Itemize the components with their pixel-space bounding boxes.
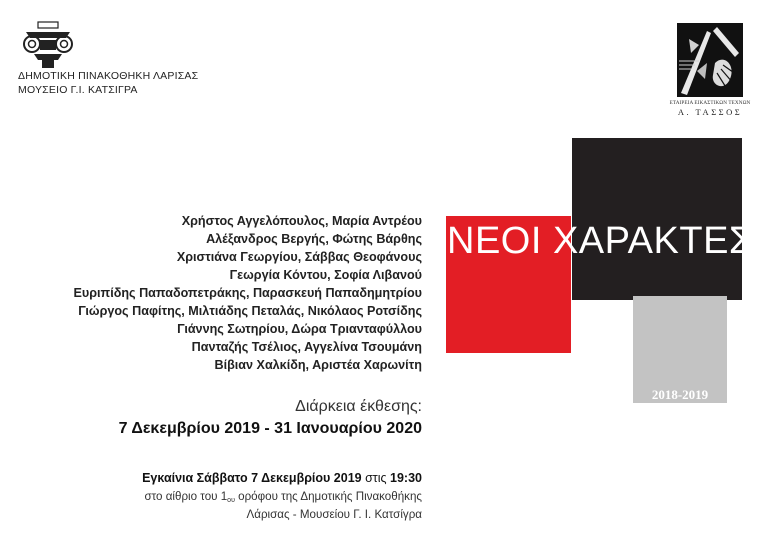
society-tassos: Α. ΤΑΣΣΟΣ	[677, 107, 743, 117]
woodcut-engraving-icon	[677, 23, 743, 97]
artist-line: Χριστιάνα Γεωργίου, Σάββας Θεοφάνους	[176, 250, 422, 264]
opening-date: Εγκαίνια Σάββατο 7 Δεκεμβρίου 2019	[142, 471, 362, 485]
artist-line: Χρήστος Αγγελόπουλος, Μαρία Αντρέου	[181, 214, 422, 228]
venue-ordinal: ου	[227, 497, 235, 504]
artists-list	[74, 212, 422, 374]
artist-line: Πανταζής Τσέλιος, Αγγελίνα Τσουμάνη	[191, 340, 422, 354]
duration-label: Διάρκεια έκθεσης:	[295, 398, 422, 415]
opening-time: 19:30	[390, 471, 422, 485]
opening-venue-line1	[144, 489, 422, 507]
exhibition-title: ΝΕΟΙ ΧΑΡΑΚΤΕΣ	[447, 220, 753, 262]
museum-name	[18, 69, 198, 97]
duration-dates: 7 Δεκεμβρίου 2019 - 31 Ιανουαρίου 2020	[118, 420, 422, 437]
opening-venue-line2: Λάρισας - Μουσείου Γ. Ι. Κατσίγρα	[246, 507, 422, 521]
artist-line: Γεωργία Κόντου, Σοφία Λιβανού	[229, 268, 422, 282]
artist-line: Αλέξανδρος Βεργής, Φώτης Βάρθης	[206, 232, 422, 246]
museum-name-line1: ΔΗΜΟΤΙΚΗ ΠΙΝΑΚΟΘΗΚΗ ΛΑΡΙΣΑΣ	[18, 70, 199, 82]
venue-suffix: ορόφου της Δημοτικής Πινακοθήκης	[234, 490, 422, 503]
exhibition-years: 2018-2019	[651, 387, 709, 402]
opening-line	[142, 471, 422, 485]
ionic-capital-icon	[20, 20, 76, 70]
opening-venue	[144, 489, 422, 522]
society-name: ΕΤΑΙΡΕΙΑ ΕΙΚΑΣΤΙΚΩΝ ΤΕΧΝΩΝ	[669, 100, 751, 106]
opening-connector: στις	[361, 471, 391, 485]
artist-line: Βίβιαν Χαλκίδη, Αριστέα Χαρωνίτη	[214, 358, 422, 372]
artist-line: Γιάννης Σωτηρίου, Δώρα Τριανταφύλλου	[177, 322, 422, 336]
museum-name-line2: ΜΟΥΣΕΙΟ Γ.Ι. ΚΑΤΣΙΓΡΑ	[18, 84, 138, 96]
venue-prefix: στο αίθριο του 1	[144, 490, 228, 503]
artist-line: Γιώργος Παφίτης, Μιλτιάδης Πεταλάς, Νικόλαος Ροτσίδης	[78, 304, 422, 318]
artist-line: Ευριπίδης Παπαδοπετράκης, Παρασκευή Παπαδημητρίου	[73, 286, 422, 300]
